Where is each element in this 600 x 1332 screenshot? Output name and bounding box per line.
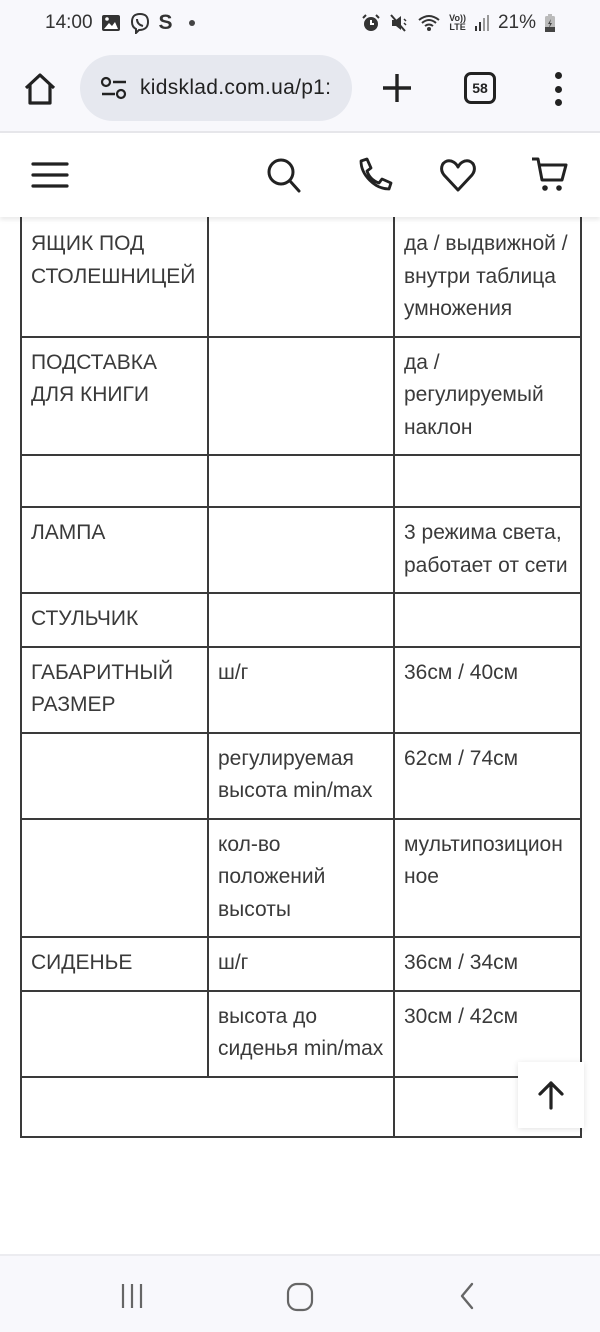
menu-icon	[30, 155, 70, 195]
table-row	[21, 937, 581, 991]
table-row	[21, 1077, 581, 1137]
wishlist-button[interactable]	[438, 155, 478, 195]
spec-param-cell	[208, 337, 394, 456]
spec-param-cell: высота до сиденья min/max	[208, 991, 394, 1077]
spec-name-cell	[21, 991, 208, 1077]
hamburger-menu-button[interactable]	[30, 155, 70, 195]
spec-value-cell: 36см / 40см	[394, 647, 581, 733]
home-nav-icon	[282, 1278, 318, 1314]
plus-icon	[378, 69, 416, 107]
table-row	[21, 733, 581, 819]
back-icon	[450, 1278, 486, 1314]
signal-icon	[474, 14, 490, 32]
spec-value-cell: 36см / 34см	[394, 937, 581, 991]
page-content	[0, 217, 600, 1254]
address-bar[interactable]	[80, 55, 352, 121]
spec-name-cell: СИДЕНЬЕ	[21, 937, 208, 991]
site-settings-icon[interactable]	[100, 76, 128, 100]
spec-param-cell	[208, 593, 394, 647]
spec-value-cell: мультипозиционное	[394, 819, 581, 938]
table-row	[21, 337, 581, 456]
spec-value-cell	[394, 593, 581, 647]
notification-dot	[189, 20, 195, 26]
spec-merged-cell	[21, 1077, 394, 1137]
browser-home-button[interactable]	[22, 71, 58, 107]
spec-name-cell: ГАБАРИТНЫЙ РАЗМЕР	[21, 647, 208, 733]
spec-value-cell	[394, 455, 581, 507]
spec-param-cell	[208, 217, 394, 337]
viber-icon	[129, 12, 151, 34]
url-text[interactable]: kidsklad.com.ua/p1:	[140, 76, 332, 99]
search-button[interactable]	[264, 155, 304, 195]
more-dot-icon	[555, 99, 562, 106]
wifi-icon	[417, 13, 441, 33]
more-dot-icon	[555, 72, 562, 79]
spec-value-cell: 3 режима света, работает от сети	[394, 507, 581, 593]
heart-icon	[438, 155, 478, 195]
recent-apps-icon	[114, 1278, 150, 1314]
search-icon	[264, 155, 304, 195]
mute-icon	[389, 13, 409, 33]
site-header	[0, 135, 600, 217]
phone-button[interactable]	[355, 155, 395, 195]
spec-param-cell	[208, 455, 394, 507]
battery-percent: 21%	[497, 11, 536, 33]
scroll-to-top-button[interactable]	[518, 1062, 584, 1128]
table-row	[21, 455, 581, 507]
alarm-icon	[361, 13, 381, 33]
spec-value-cell: 30см / 42см	[394, 991, 581, 1077]
status-bar	[0, 0, 600, 45]
back-nav-button[interactable]	[450, 1278, 486, 1314]
phone-icon	[355, 155, 395, 195]
browser-menu-button[interactable]	[548, 69, 568, 109]
spec-param-cell	[208, 507, 394, 593]
spec-value-cell: да / выдвижной / внутри таблица умножения	[394, 217, 581, 337]
status-time: 14:00	[45, 11, 93, 33]
gallery-icon	[101, 13, 121, 33]
spec-param-cell: кол-во положений высоты	[208, 819, 394, 938]
spec-name-cell: СТУЛЬЧИК	[21, 593, 208, 647]
spec-name-cell: ЛАМПА	[21, 507, 208, 593]
status-left	[45, 11, 195, 35]
new-tab-button[interactable]	[378, 69, 416, 107]
spec-param-cell: регулируемая высота min/max	[208, 733, 394, 819]
table-row	[21, 593, 581, 647]
tab-count: 58	[472, 80, 488, 96]
volte-icon: Vo)) LTE	[449, 12, 466, 32]
tab-switcher-button[interactable]	[464, 72, 496, 104]
home-icon	[22, 71, 58, 107]
table-row	[21, 507, 581, 593]
more-dot-icon	[555, 86, 562, 93]
spec-param-cell: ш/г	[208, 937, 394, 991]
system-nav-bar	[0, 1254, 600, 1332]
table-row	[21, 647, 581, 733]
arrow-up-icon	[535, 1079, 567, 1111]
spec-name-cell: ЯЩИК ПОД СТОЛЕШНИЦЕЙ	[21, 217, 208, 337]
cart-button[interactable]	[530, 155, 570, 195]
cart-icon	[530, 155, 570, 195]
status-right	[361, 12, 556, 34]
spec-name-cell: ПОДСТАВКА ДЛЯ КНИГИ	[21, 337, 208, 456]
table-row	[21, 991, 581, 1077]
s-app-icon: S	[158, 10, 173, 34]
spec-param-cell: ш/г	[208, 647, 394, 733]
table-row	[21, 217, 581, 337]
table-row	[21, 819, 581, 938]
spec-name-cell	[21, 733, 208, 819]
spec-value-cell: да / регулируемый наклон	[394, 337, 581, 456]
spec-name-cell	[21, 455, 208, 507]
battery-icon	[544, 13, 556, 33]
spec-value-cell: 62см / 74см	[394, 733, 581, 819]
recent-apps-button[interactable]	[114, 1278, 150, 1314]
browser-toolbar	[0, 45, 600, 133]
specs-table	[20, 217, 582, 1138]
home-nav-button[interactable]	[282, 1278, 318, 1314]
spec-name-cell	[21, 819, 208, 938]
